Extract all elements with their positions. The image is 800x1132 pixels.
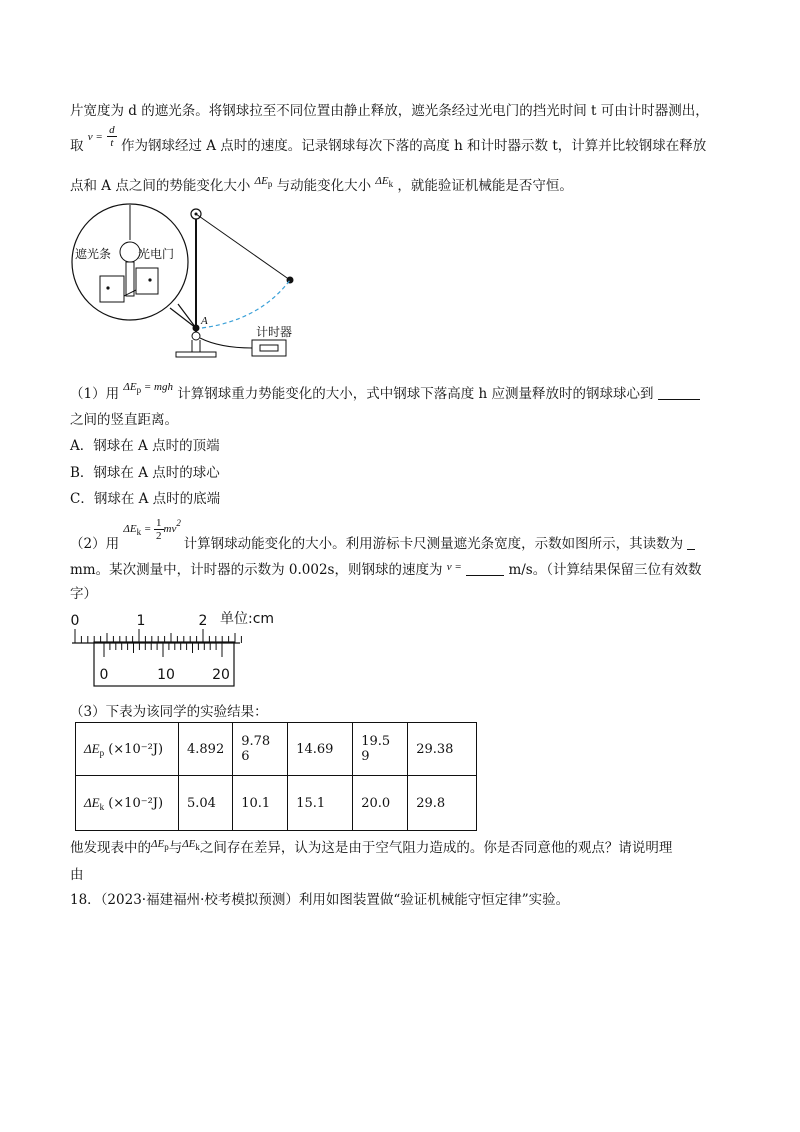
q3-intro: （3）下表为该同学的实验结果： — [70, 704, 268, 720]
timer-cable — [200, 338, 252, 348]
intro-line3-c: ，就能验证机械能是否守恒。 — [397, 178, 573, 194]
table-cell: 29.38 — [408, 723, 477, 776]
q3-after-line-1: 他发现表中的$^{\Delta E_p}$与$^{\Delta E_k}$之间存在差异，认为这是由于空气阻力造成的。你是否同意他的观点？请说明理 — [70, 838, 673, 856]
table-cell: 9.78 6 — [233, 723, 288, 776]
q1-option-b: B．钢球在 A 点时的球心 — [70, 465, 220, 481]
table-cell: 5.04 — [179, 776, 233, 831]
label-jishiqi: 计时器 — [256, 325, 293, 339]
zoom-shutter-strip — [126, 262, 134, 296]
intro-line3-b: 与动能变化大小 — [276, 178, 372, 194]
intro-line2-prefix: 取 — [70, 138, 84, 154]
label-guangdianmen: 光电门 — [138, 247, 175, 261]
q1-formula: $\Delta E_p$ = mgh — [123, 381, 173, 395]
formula-v-fraction — [107, 124, 117, 149]
row2-label-cell: $\Delta E_k$ (×10⁻²J) — [76, 776, 179, 831]
zoom-gate-left — [100, 276, 124, 302]
intro-line-3 — [70, 174, 573, 195]
q2-line-1 — [70, 512, 695, 552]
q2-speed-blank[interactable] — [466, 563, 504, 576]
results-table — [75, 722, 477, 831]
q2-formula: ΔEk = 1 2 mv2 — [123, 516, 181, 542]
q1-text: 计算钢球重力势能变化的大小，式中钢球下落高度 h 应测量释放时的钢球球心到 — [177, 386, 654, 402]
formula-v-num: d — [109, 124, 115, 136]
formula-v-den: t — [110, 137, 114, 149]
zoom-pointer — [170, 304, 196, 328]
dEp-inline: ΔEp — [151, 838, 169, 852]
gate-small — [192, 332, 200, 340]
q1-line-1 — [70, 374, 700, 402]
pendulum-string — [196, 214, 290, 280]
q3-after-line-2: 由 — [70, 867, 84, 883]
q1-line-2: 之间的竖直距离。 — [70, 412, 178, 428]
q1-option-a: A．钢球在 A 点时的顶端 — [70, 438, 220, 454]
q1-prefix: （1）用 — [70, 386, 120, 402]
vernier-label-20: 20 — [212, 667, 230, 683]
label-zheguangtiao: 遮光条 — [75, 247, 112, 261]
table-cell: 29.8 — [408, 776, 477, 831]
table-cell: 14.69 — [288, 723, 353, 776]
intro-line3-a: 点和 A 点之间的势能变化大小 — [70, 178, 251, 194]
vernier-label-10: 10 — [157, 667, 175, 683]
table-cell: 15.1 — [288, 776, 353, 831]
intro-line-1: 片宽度为 d 的遮光条。将钢球拉至不同位置由静止释放，遮光条经过光电门的挡光时间 t 可由计时器测出， — [70, 103, 709, 119]
vernier-label-0: 0 — [99, 667, 109, 683]
swing-arc — [202, 280, 290, 328]
ball-at-A — [193, 325, 200, 332]
q2-text: 计算钢球动能变化的大小。利用游标卡尺测量遮光条宽度，示数如图所示，其读数为 — [183, 536, 684, 552]
table-cell: 4.892 — [179, 723, 233, 776]
zoom-ball — [120, 242, 140, 262]
row1-label-cell: $\Delta E_p$ (×10⁻²J) — [76, 723, 179, 776]
main-label-0: 0 — [70, 613, 80, 629]
table-cell: 10.1 — [233, 776, 288, 831]
dEp-symbol: ΔEp — [254, 175, 273, 189]
q1-answer-blank[interactable] — [658, 387, 700, 400]
intro-line2-suffix: 作为钢球经过 A 点时的速度。记录钢球每次下落的高度 h 和计时器示数 t，计算并比较钢球在释放 — [120, 138, 707, 154]
table-row — [76, 723, 477, 776]
vernier-scale — [104, 643, 222, 657]
q2-line-2: mm。某次测量中，计时器的示数为 0.002s，则钢球的速度为 $^{v =}$ m/s。（计算结果保留三位有效数 — [70, 561, 702, 578]
apparatus-figure — [70, 200, 310, 365]
vernier-caliper — [70, 608, 310, 688]
main-label-1: 1 — [136, 613, 146, 629]
q2-v-eq: v = — [446, 561, 462, 573]
main-scale — [72, 629, 241, 643]
caliper-unit: 单位:cm — [220, 611, 275, 627]
q2-line-3: 字） — [70, 586, 97, 602]
q18-text: 18．（2023·福建福州·校考模拟预测）利用如图装置做“验证机械能守恒定律”实验。 — [70, 892, 570, 908]
dEk-inline: ΔEk — [182, 838, 200, 852]
stand-base — [176, 352, 216, 357]
label-A: A — [201, 315, 208, 327]
intro-line-2 — [70, 124, 707, 154]
table-cell: 19.5 9 — [353, 723, 408, 776]
main-label-2: 2 — [198, 613, 208, 629]
table-row — [76, 776, 477, 831]
table-cell: 20.0 — [353, 776, 408, 831]
q2-prefix: （2）用 — [70, 536, 120, 552]
q2-reading-blank[interactable] — [687, 537, 695, 550]
dEk-symbol: ΔEk — [375, 175, 394, 189]
zoom-gate-right — [136, 268, 158, 294]
q1-option-c: C．钢球在 A 点时的底端 — [70, 491, 221, 507]
formula-v-lhs: v = — [87, 131, 103, 143]
